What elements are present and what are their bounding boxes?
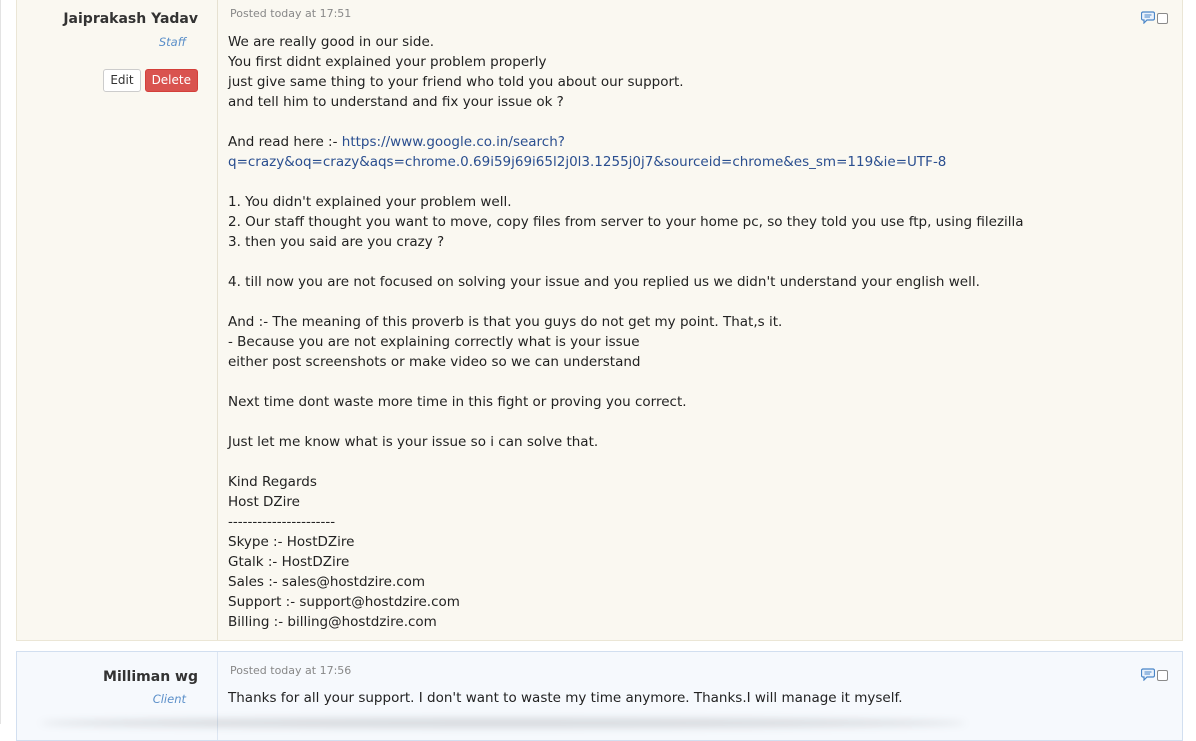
select-reply-checkbox[interactable] (1157, 670, 1168, 681)
reply-message (228, 688, 1158, 708)
author-name: Jaiprakash Yadav (63, 11, 198, 27)
author-name: Milliman wg (103, 669, 198, 685)
message-line: And read here :- https://www.google.co.in/search? (228, 134, 565, 150)
signature-line: Support :- support@hostdzire.com (228, 594, 460, 610)
author-role: Client (152, 692, 186, 706)
message-line: 1. You didn't explained your problem well. (228, 194, 512, 210)
signature-divider: ---------------------- (228, 514, 336, 530)
signature-line: Gtalk :- HostDZire (228, 554, 350, 570)
signature-line: Billing :- billing@hostdzire.com (228, 614, 437, 630)
page-edge (0, 0, 1, 724)
message-line: 2. Our staff thought you want to move, copy files from server to your home pc, so they told you use ftp, using filezilla (228, 214, 1024, 230)
message-line: Just let me know what is your issue so i can solve that. (228, 434, 599, 450)
quote-bubble-icon[interactable] (1141, 666, 1155, 685)
ticket-reply-staff (16, 0, 1183, 641)
message-line: either post screenshots or make video so we can understand (228, 354, 641, 370)
message-line: And :- The meaning of this proverb is that you guys do not get my point. That,s it. (228, 314, 783, 330)
author-role: Staff (158, 35, 186, 49)
search-link[interactable]: https://www.google.co.in/search? (341, 134, 565, 150)
message-line: Next time dont waste more time in this fight or proving you correct. (228, 394, 687, 410)
signature-line: Host DZire (228, 494, 300, 510)
signature-line: Sales :- sales@hostdzire.com (228, 574, 426, 590)
reply-message (228, 32, 1158, 632)
select-reply-checkbox[interactable] (1157, 13, 1168, 24)
signature-line: Skype :- HostDZire (228, 534, 355, 550)
reply-tools (1141, 666, 1168, 685)
search-link-continued[interactable]: q=crazy&oq=crazy&aqs=chrome.0.69i59j69i65l2j0l3.1255j0j7&sourceid=chrome&es_sm=119&ie=UTF-8 (228, 154, 947, 170)
reply-tools (1141, 9, 1168, 28)
message-line: - Because you are not explaining correctly what is your issue (228, 334, 640, 350)
message-line: We are really good in our side. (228, 34, 435, 50)
message-line: 3. then you said are you crazy ? (228, 234, 445, 250)
message-line: Thanks for all your support. I don't want to waste my time anymore. Thanks.I will manage it myself. (228, 690, 903, 706)
message-line: just give same thing to your friend who told you about our support. (228, 74, 684, 90)
message-line (228, 152, 1158, 172)
reply-actions (103, 69, 198, 92)
message-line: You first didnt explained your problem properly (228, 54, 547, 70)
edit-button[interactable]: Edit (103, 69, 140, 92)
author-column (17, 0, 218, 640)
posted-timestamp: Posted today at 17:56 (230, 664, 352, 677)
quote-bubble-icon[interactable] (1141, 9, 1155, 28)
bottom-bar-shadow (40, 718, 966, 728)
message-line: and tell him to understand and fix your issue ok ? (228, 94, 564, 110)
signature-line: Kind Regards (228, 474, 317, 490)
message-line: 4. till now you are not focused on solving your issue and you replied us we didn't understand your english well. (228, 274, 980, 290)
delete-button[interactable]: Delete (145, 69, 198, 92)
author-column (17, 652, 218, 740)
posted-timestamp: Posted today at 17:51 (230, 7, 352, 20)
